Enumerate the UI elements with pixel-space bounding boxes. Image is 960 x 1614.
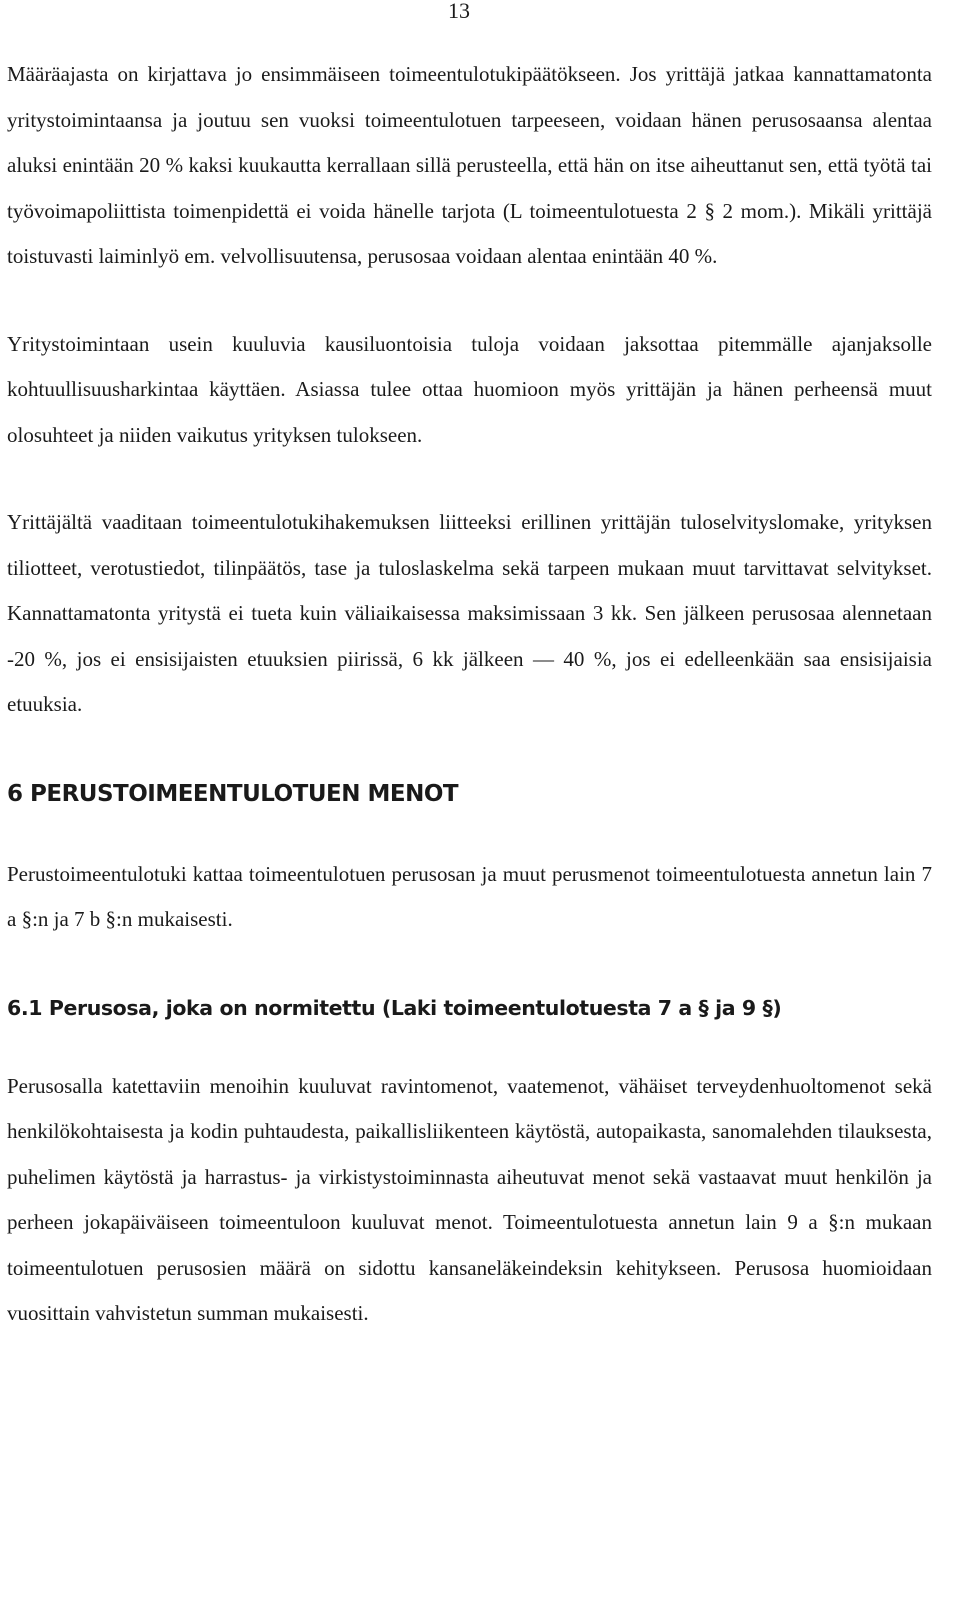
page-number: 13	[448, 0, 470, 23]
paragraph-yrittaja-perusosa-alennus: Määräajasta on kirjattava jo ensimmäiseen toimeentulotukipäätökseen. Jos yrittäjä jatkaa kannattamatonta yritystoimintaansa ja joutuu sen vuoksi toimeentulotuen tarpeeseen, voidaan hänen perusosaansa alentaa aluksi enintään 20 % kaksi kuukautta kerrallaan sillä perusteella, että hän on itse aiheuttanut sen, että työtä tai työvoimapoliittista toimenpidettä ei voida hänelle tarjota (L toimeentulotuesta 2 § 2 mom.). Mikäli yrittäjä toistuvasti laiminlyö em. velvollisuutensa, perusosaa voidaan alentaa enintään 40 %.	[7, 62, 932, 268]
paragraph-perusosan-menot: Perusosalla katettaviin menoihin kuuluvat ravintomenot, vaatemenot, vähäiset terveydenhuoltomenot sekä henkilökohtaisesta ja kodin puhtaudesta, paikallisliikenteen käytöstä, autopaikasta, sanomalehden tilauksesta, puhelimen käytöstä ja harrastus- ja virkistystoiminnasta aiheutuvat menot sekä vastaavat muut henkilön ja perheen jokapäiväiseen toimeentuloon kuuluvat menot. Toimeentulotuesta annetun lain 9 a §:n mukaan toimeentulotuen perusosien määrä on sidottu kansaneläkeindeksin kehitykseen. Perusosa huomioidaan vuosittain vahvistetun summan mukaisesti.	[7, 1073, 932, 1325]
section-spacer	[7, 814, 932, 852]
heading-perustoimeentulotuen-menot: 6 PERUSTOIMEENTULOTUEN MENOT	[7, 780, 459, 807]
paragraph-spacer	[7, 280, 932, 322]
paragraph-perustoimeentulotuki: Perustoimeentulotuki kattaa toimeentulotuen perusosan ja muut perusmenot toimeentulotuesta annetun lain 7 a §:n ja 7 b §:n mukaisesti.	[7, 861, 932, 931]
section-spacer	[7, 728, 932, 774]
section-spacer	[7, 1028, 932, 1064]
heading-perusosa-normitettu: 6.1 Perusosa, joka on normitettu (Laki toimeentulotuesta 7 a § ja 9 §)	[7, 995, 782, 1020]
paragraph-spacer	[7, 458, 932, 500]
paragraph-kausiluontoiset-tulot: Yritystoimintaan usein kuuluvia kausiluontoisia tuloja voidaan jaksottaa pitemmälle ajanjaksolle kohtuullisuusharkintaa käyttäen. Asiassa tulee ottaa huomioon myös yrittäjän ja hänen perheensä muut olosuhteet ja niiden vaikutus yrityksen tulokseen.	[7, 331, 932, 447]
document-body	[7, 52, 932, 1337]
section-spacer	[7, 943, 932, 988]
paragraph-yrittajan-selvitykset: Yrittäjältä vaaditaan toimeentulotukihakemuksen liitteeksi erillinen yrittäjän tuloselvityslomake, yrityksen tiliotteet, verotustiedot, tilinpäätös, tase ja tuloslaskelma sekä tarpeen mukaan muut tarvittavat selvitykset. Kannattamatonta yritystä ei tueta kuin väliaikaisessa maksimissaan 3 kk. Sen jälkeen perusosaa alennetaan -20 %, jos ei ensisijaisten etuuksien piirissä, 6 kk jälkeen — 40 %, jos ei edelleenkään saa ensisijaisia etuuksia.	[7, 510, 932, 716]
